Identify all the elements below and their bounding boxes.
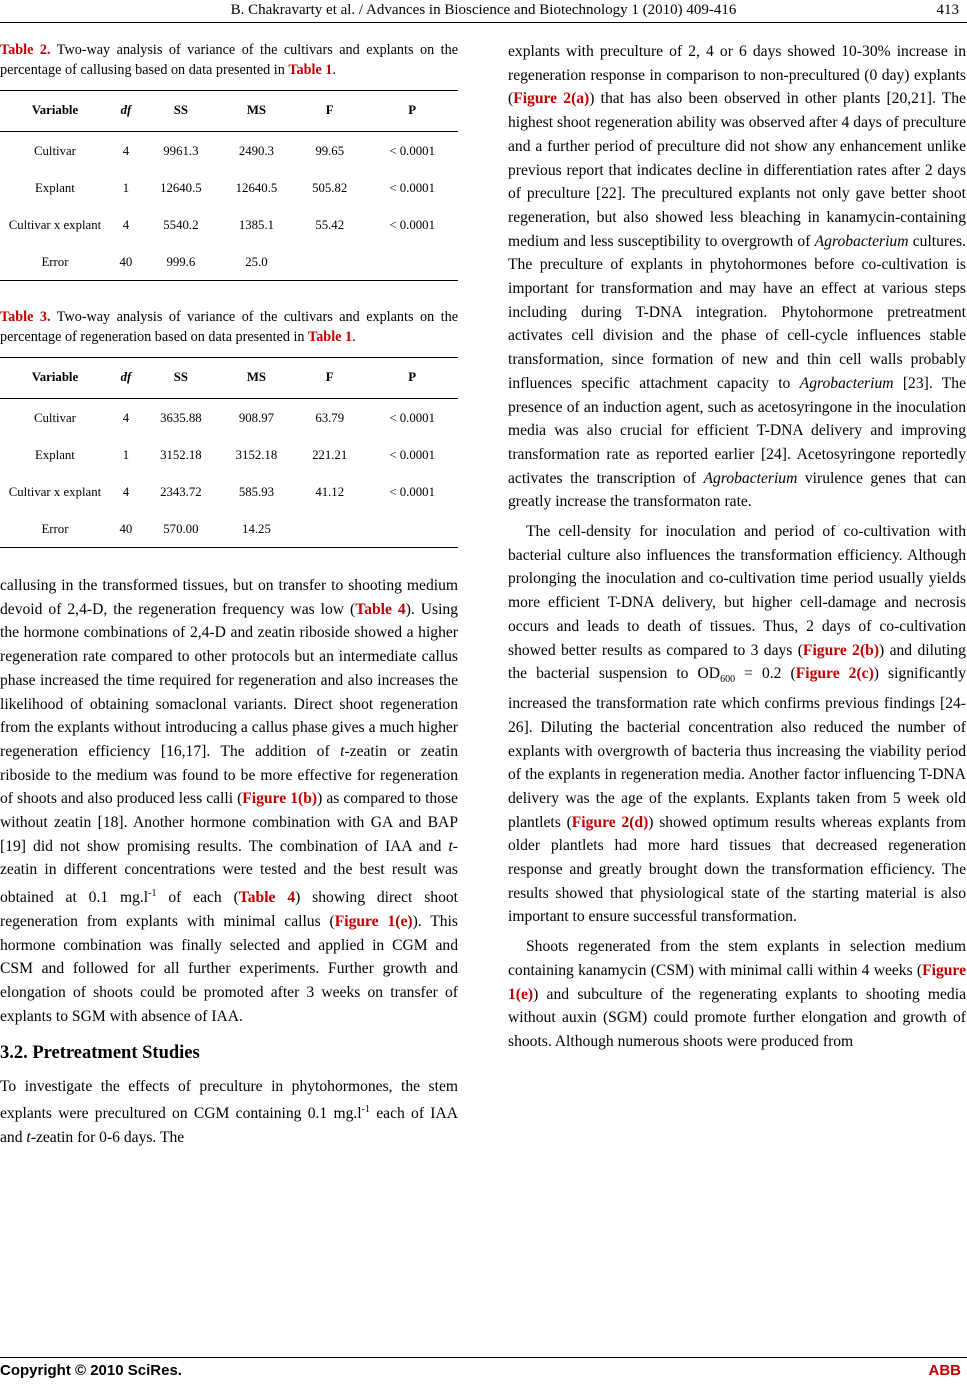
left-paragraph-1: callusing in the transformed tissues, but on transfer to shooting medium devoid of 2,4-D, the regeneration frequency was low (Table 4). Using the hormone combinations of 2,4-D and zeatin riboside showed a higher regeneration rate compared to other protocols but an intermediate callus phase increased the time required for regeneration and also increases the likelihood of obtaining somaclonal variants. Direct shoot regeneration from the explants without introducing a callus phase gives a much higher regeneration efficiency [16,17]. The addition of t-zeatin or zeatin riboside to the medium was found to be more effective for regeneration of shoots and also produced less calli (Figure 1(b)) as compared to those without zeatin [18]. Another hormone combination with GA and BAP [19] did not show promising results. The combination of IAA and t-zeatin in different concentrations were tested and the best result was obtained at 0.1 $mg.l^{-1}$ of each (Table 4) showing direct shoot regeneration from explants with minimal callus (Figure 1(e)). This hormone combination was finally selected and applied in CGM and CSM and followed for all further experiments. Further growth and elongation of shoots could be promoted after 3 weeks on transfer of explants to SGM with absence of IAA. (0, 577, 459, 1025)
figure-1b-link[interactable]: Figure 1(b) (242, 790, 318, 808)
col-p: P (366, 358, 458, 399)
left-column (0, 40, 458, 1150)
left-paragraph-2: To investigate the effects of preculture in phytohormones, the stem explants were precultured on CGM containing 0.1 $mg.l^{-1}$ each of IAA and t-zeatin for 0-6 days. The (0, 1077, 458, 1147)
figure-2d-link[interactable]: Figure 2(d) (571, 813, 649, 831)
table-header-row (0, 358, 458, 399)
figure-1e-link[interactable]: Figure 1(e) (508, 961, 966, 1003)
table2-caption: Table 2. Two-way analysis of variance of the cultivars and explants on the percentage of callusing based on data presented in Table 1. (0, 42, 458, 78)
col-df: df (110, 358, 142, 399)
right-paragraph-1: explants with preculture of 2, 4 or 6 days showed 10-30% increase in regeneration response in comparison to non-precultured (0 day) explants (Figure 2(a)) that has also been observed in other plants [20,21]. The highest shoot regeneration ability was observed after 4 days of preculture and a further period of preculture did not show any enhancement unlike previous report that indicates decline in differentiation rates after 2 days of preculture [22]. The precultured explants not only gave better shoot regeneration, but also showed less bleaching in kanamycin-containing medium and less susceptibility to overgrowth of Agrobacterium cultures. The preculture of explants in phytohormones before co-cultivation is important for transformation and may have an effect at various steps including during T-DNA integration. Phytohormone pretreatment activates cell division and the phase of cell-cycle influences stable transformation, since formation of new and thin cell walls probably influences specific attachment capacity to Agrobacterium [23]. The presence of an induction agent, such as acetosyringone in the inoculation media was also crucial for efficient T-DNA delivery and improving transformation rate as reported earlier [24]. Acetosyringone reportedly activates the transcription of Agrobacterium virulence genes that can greatly increase the transformaton rate. (508, 43, 967, 511)
copyright-notice: Copyright © 2010 SciRes. (0, 1362, 182, 1379)
col-f: F (293, 91, 366, 132)
running-header (0, 2, 967, 19)
table2 (0, 90, 458, 281)
col-ms: MS (220, 91, 293, 132)
figure-2a-link[interactable]: Figure 2(a) (513, 90, 590, 108)
right-paragraph-3: Shoots regenerated from the stem explants in selection medium containing kanamycin (CSM) with minimal calli within 4 weeks (Figure 1(e)) and subculture of the regenerating explants to shooting media without auxin (SGM) could promote further elongation and growth of shoots. Although numerous shoots were produced from (508, 938, 966, 1050)
table-row: Cultivar 4 3635.88 908.97 63.79 < 0.0001 (33, 410, 435, 425)
page-number: 413 (936, 2, 959, 18)
col-ss: SS (142, 358, 220, 399)
col-f: F (293, 358, 366, 399)
figure-2b-link[interactable]: Figure 2(b) (802, 641, 880, 659)
figure-1e-link[interactable]: Figure 1(e) (334, 913, 413, 931)
table4-link[interactable]: Table 4 (238, 889, 296, 907)
table1-link[interactable]: Table 1 (308, 329, 353, 345)
table-header-row (0, 91, 458, 132)
footer-rule (0, 1357, 967, 1358)
table-row: Error 40 999.6 25.0 (0, 243, 458, 281)
table-row: Cultivar x explant 4 2343.72 585.93 41.12 < 0.0001 (8, 484, 435, 499)
table-row: Explant 1 3152.18 3152.18 221.21 < 0.0001 (35, 447, 435, 462)
col-variable: Variable (0, 91, 110, 132)
table-row: Explant 1 12640.5 12640.5 505.82 < 0.0001 (35, 180, 435, 195)
table-row: Cultivar 4 9961.3 2490.3 99.65 < 0.0001 (33, 143, 435, 158)
col-df: df (110, 91, 142, 132)
table4-link[interactable]: Table 4 (355, 600, 406, 618)
col-p: P (366, 91, 458, 132)
table-row: Cultivar x explant 4 5540.2 1385.1 55.42 < 0.0001 (8, 217, 435, 232)
figure-2c-link[interactable]: Figure 2(c) (795, 665, 874, 683)
journal-abbreviation: ABB (928, 1362, 961, 1379)
col-ss: SS (142, 91, 220, 132)
table3 (0, 357, 458, 548)
table-row: Error 40 570.00 14.25 (0, 510, 458, 548)
col-ms: MS (220, 358, 293, 399)
right-column (508, 40, 966, 1054)
running-title: B. Chakravarty et al. / Advances in Bioscience and Biotechnology 1 (2010) 409-416 (230, 2, 737, 18)
right-paragraph-2: The cell-density for inoculation and period of co-cultivation with bacterial culture also influences the transformation efficiency. Although prolonging the inoculation and co-cultivation time period usually yields more efficient T-DNA delivery, but higher cell-damage and necrosis occurs and leads to death of tissues. Thus, 2 days of co-cultivation showed better results as compared to 3 days (Figure 2(b)) and diluting the bacterial suspension to $OD_{600} = 0.2$ (Figure 2(c)) significantly increased the transformation rate which confirms previous findings [24-26]. Diluting the bacterial concentration also reduced the number of explants with overgrowth of bacteria thus increasing the viability period of the explants in regeneration media. Another factor influencing T-DNA delivery was the age of the explants. Explants taken from 5 week old plantlets (Figure 2(d)) showed optimum results whereas explants from older plantlets had more hard tissues that decreased regeneration response and greatly brought down the transformation efficiency. The results showed that physiological state of the starting material is also important to ensure successful transformation. (508, 523, 967, 926)
section-heading: 3.2. Pretreatment Studies (0, 1042, 200, 1063)
table3-caption: Table 3. Two-way analysis of variance of the cultivars and explants on the percentage of regeneration based on data presented in Table 1. (0, 309, 458, 345)
header-rule (0, 22, 967, 23)
col-variable: Variable (0, 358, 110, 399)
table1-link[interactable]: Table 1 (288, 62, 333, 78)
